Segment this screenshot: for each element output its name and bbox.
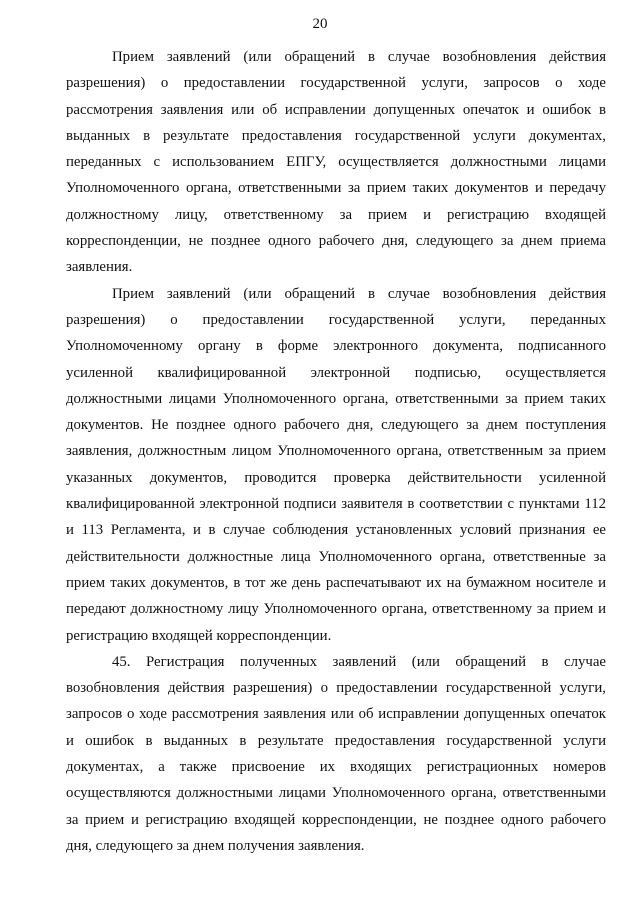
paragraph-electronic-document-reception: Прием заявлений (или обращений в случае возобновления действия разрешения) о предоставлении государственной услуги, переданных Уполномоченному органу в форме электронного документа, подписанного усиленной квалифицированной электронной подписью, осуществляется должностными лицами Уполномоченного органа, ответственными за прием таких документов. Не позднее одного рабочего дня, следующего за днем поступления заявления, должностным лицом Уполномоченного органа, ответственным за прием указанных документов, проводится проверка действительности усиленной квалифицированной электронной подписи заявителя в соответствии с пунктами 112 и 113 Регламента, и в случае соблюдения установленных условий признания ее действительности должностные лица Уполномоченного органа, ответственные за прием таких документов, в тот же день распечатывают их на бумажном носителе и передают должностному лицу Уполномоченного органа, ответственному за прием и регистрацию входящей корреспонденции. [66, 285, 606, 644]
page-number: 20 [312, 16, 328, 32]
paragraph-epgu-reception: Прием заявлений (или обращений в случае возобновления действия разрешения) о предоставлении государственной услуги, запросов о ходе рассмотрения заявления или об исправлении допущенных опечаток и ошибок в выданных в результате предоставления государственной услуги документах, переданных с использованием ЕПГУ, осуществляется должностными лицами Уполномоченного органа, ответственными за прием таких документов и передачу должностному лицу, ответственному за прием и регистрацию входящей корреспонденции, не позднее одного рабочего дня, следующего за днем приема заявления. [66, 49, 606, 276]
paragraph-45-registration: 45. Регистрация полученных заявлений (или обращений в случае возобновления действия разрешения) о предоставлении государственной услуги, запросов о ходе рассмотрения заявления или об исправлении допущенных опечаток и ошибок в выданных в результате предоставления государственной услуги документах, а также присвоение их входящих регистрационных номеров осуществляются должностными лицами Уполномоченного органа, ответственными за прием и регистрацию входящей корреспонденции, не позднее одного рабочего дня, следующего за днем получения заявления. [66, 653, 606, 854]
document-body [66, 44, 606, 859]
